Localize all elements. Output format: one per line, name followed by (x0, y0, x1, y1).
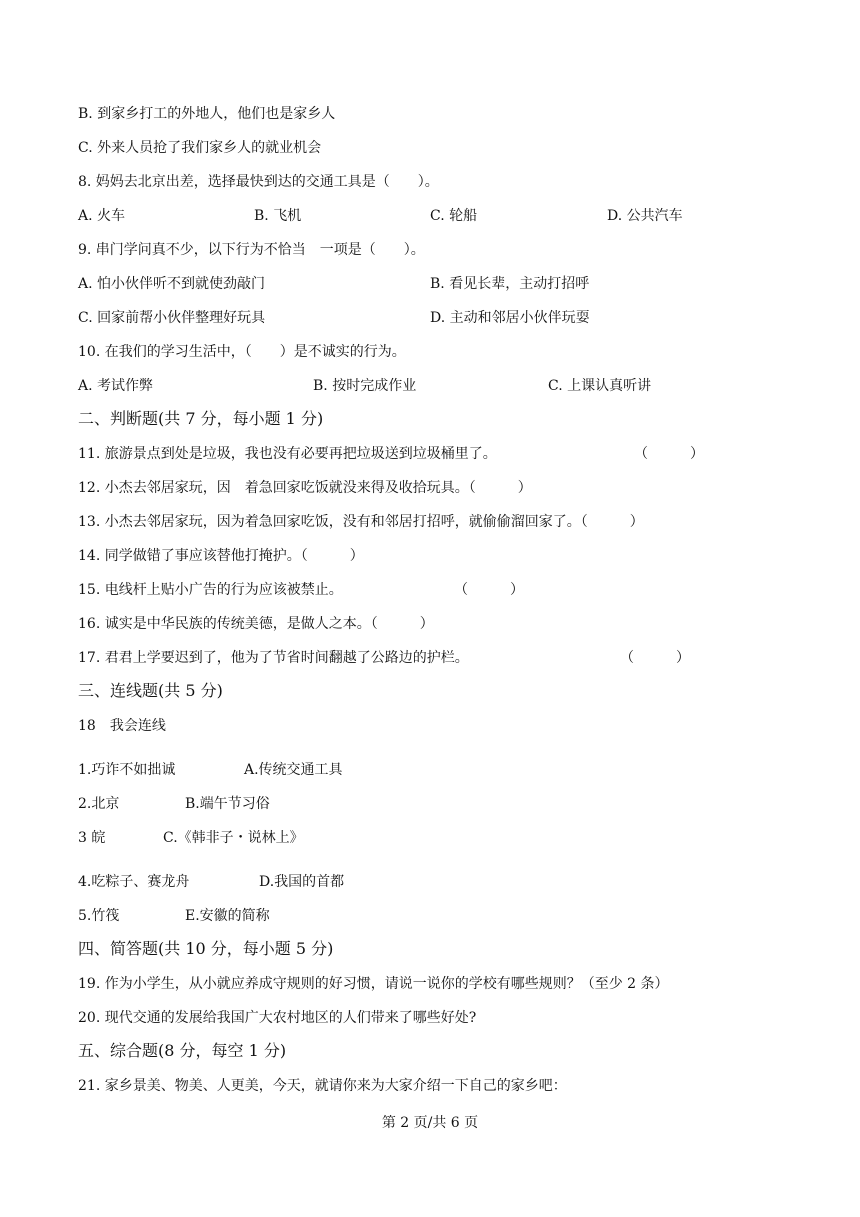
q11: 11. 旅游景点到处是垃圾，我也没有必要再把垃圾送到垃圾桶里了。 (78, 446, 497, 462)
q18-stem: 18 我会连线 (78, 718, 166, 734)
q10-option-b: B. 按时完成作业 (313, 378, 417, 394)
q7-option-b: B. 到家乡打工的外地人，他们也是家乡人 (78, 106, 336, 122)
q12: 12. 小杰去邻居家玩，因 着急回家吃饭就没来得及收拾玩具。（ ） (78, 480, 532, 496)
q17-answer-paren: （ ） (620, 650, 690, 666)
section5-title: 五、综合题(8 分，每空 1 分) (78, 1041, 287, 1060)
q8-stem: 8. 妈妈去北京出差，选择最快到达的交通工具是（ ）。 (78, 174, 439, 190)
q13: 13. 小杰去邻居家玩，因为着急回家吃饭，没有和邻居打招呼，就偷偷溜回家了。（ ） (78, 514, 644, 530)
q8-option-b: B. 飞机 (254, 208, 302, 224)
match-right-d: D.我国的首都 (259, 874, 345, 890)
q8-option-c: C. 轮船 (430, 208, 478, 224)
match-left-1: 1.巧诈不如拙诚 (78, 762, 176, 778)
page-footer: 第 2 页/共 6 页 (381, 1115, 479, 1131)
section3-title: 三、连线题(共 5 分) (78, 681, 223, 700)
section4-title: 四、简答题(共 10 分，每小题 5 分) (78, 939, 334, 958)
q19: 19. 作为小学生，从小就应养成守规则的好习惯，请说一说你的学校有哪些规则？（至少 2 条） (78, 976, 669, 992)
q9-option-a: A. 怕小伙伴听不到就使劲敲门 (78, 276, 266, 292)
q8-option-a: A. 火车 (78, 208, 126, 224)
match-right-c: C.《韩非子・说林上》 (163, 830, 304, 846)
q17: 17. 君君上学要迟到了，他为了节省时间翻越了公路边的护栏。 (78, 650, 469, 666)
q15-answer-paren: （ ） (454, 582, 524, 598)
q7-option-c: C. 外来人员抢了我们家乡人的就业机会 (78, 140, 322, 156)
q15: 15. 电线杆上贴小广告的行为应该被禁止。 (78, 582, 343, 598)
q9-option-d: D. 主动和邻居小伙伴玩耍 (430, 310, 590, 326)
q9-option-b: B. 看见长辈，主动打招呼 (430, 276, 590, 292)
q14: 14. 同学做错了事应该替他打掩护。（ ） (78, 548, 364, 564)
q10-stem: 10. 在我们的学习生活中，（ ）是不诚实的行为。 (78, 344, 406, 360)
q16: 16. 诚实是中华民族的传统美德，是做人之本。（ ） (78, 616, 434, 632)
q8-option-d: D. 公共汽车 (607, 208, 683, 224)
q10-option-a: A. 考试作弊 (78, 378, 154, 394)
section2-title: 二、判断题(共 7 分，每小题 1 分) (78, 409, 324, 428)
q20: 20. 现代交通的发展给我国广大农村地区的人们带来了哪些好处? (78, 1010, 477, 1026)
q21: 21. 家乡景美、物美、人更美，今天，就请你来为大家介绍一下自己的家乡吧： (78, 1078, 567, 1094)
match-left-5: 5.竹筏 (78, 908, 120, 924)
match-right-b: B.端午节习俗 (185, 796, 270, 812)
q9-option-c: C. 回家前帮小伙伴整理好玩具 (78, 310, 266, 326)
match-left-3: 3 皖 (78, 830, 106, 846)
q9-stem: 9. 串门学问真不少，以下行为不恰当 一项是（ ）。 (78, 242, 425, 258)
match-left-4: 4.吃粽子、赛龙舟 (78, 874, 190, 890)
match-left-2: 2.北京 (78, 796, 120, 812)
match-right-e: E.安徽的简称 (185, 908, 270, 924)
match-right-a: A.传统交通工具 (244, 762, 343, 778)
q11-answer-paren: （ ） (634, 446, 704, 462)
q10-option-c: C. 上课认真听讲 (548, 378, 652, 394)
